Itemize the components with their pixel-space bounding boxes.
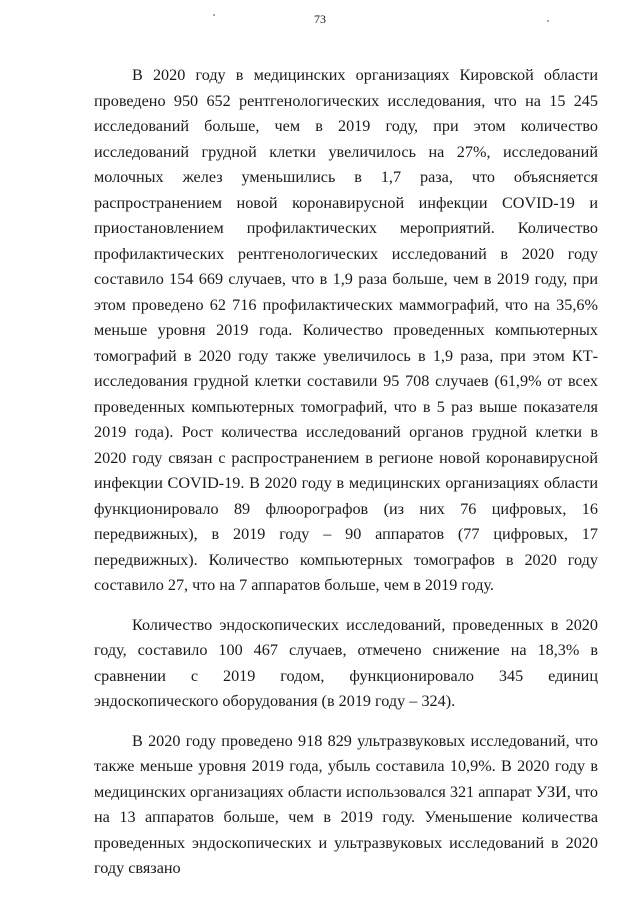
scan-artifact-dot: [547, 20, 549, 22]
document-body: [94, 63, 598, 896]
paragraph-ultrasound: В 2020 году проведено 918 829 ультразвуковых исследований, что также меньше уровня 2019 года, убыль составила 10,9%. В 2020 году в медицинских организациях области использовался 321 аппарат УЗИ, что на 13 аппаратов больше, чем в 2019 году. Уменьшение количества проведенных эндоскопических и ультразвуковых исследований в 2020 году связано: [94, 731, 598, 877]
paragraph-radiology: В 2020 году в медицинских организациях Кировской области проведено 950 652 рентгенологических исследования, что на 15 245 исследований больше, чем в 2019 году, при этом количество исследований грудной клетки увеличилось на 27%, исследований молочных желез уменьшились в 1,7 раза, что объясняется распространением новой коронавирусной инфекции COVID-19 и приостановлением профилактических мероприятий. Количество профилактических рентгенологических исследований в 2020 году составило 154 669 случаев, что в 1,9 раза больше, чем в 2019 году, при этом проведено 62 716 профилактических маммографий, что на 35,6% меньше уровня 2019 года. Количество проведенных компьютерных томографий в 2020 году также увеличилось в 1,9 раза, при этом КТ-исследования грудной клетки составили 95 708 случаев (61,9% от всех проведенных компьютерных томографий, что в 5 раз выше показателя 2019 года). Рост количества исследований органов грудной клетки в 2020 году связан с распространением в регионе новой коронавирусной инфекции COVID-19. В 2020 году в медицинских организациях области функционировало 89 флюорографов (из них 76 цифровых, 16 передвижных), в 2019 году – 90 аппаратов (77 цифровых, 17 передвижных). Количество компьютерных томографов в 2020 году составило 27, что на 7 аппаратов больше, чем в 2019 году.: [94, 66, 598, 594]
scan-artifact-dot: [213, 14, 215, 16]
page-number: 73: [314, 12, 326, 26]
paragraph-endoscopy: Количество эндоскопических исследований, проведенных в 2020 году, составило 100 467 случаев, отмечено снижение на 18,3% в сравнении с 2019 годом, функционировало 345 единиц эндоскопического оборудования (в 2019 году – 324).: [94, 615, 598, 710]
